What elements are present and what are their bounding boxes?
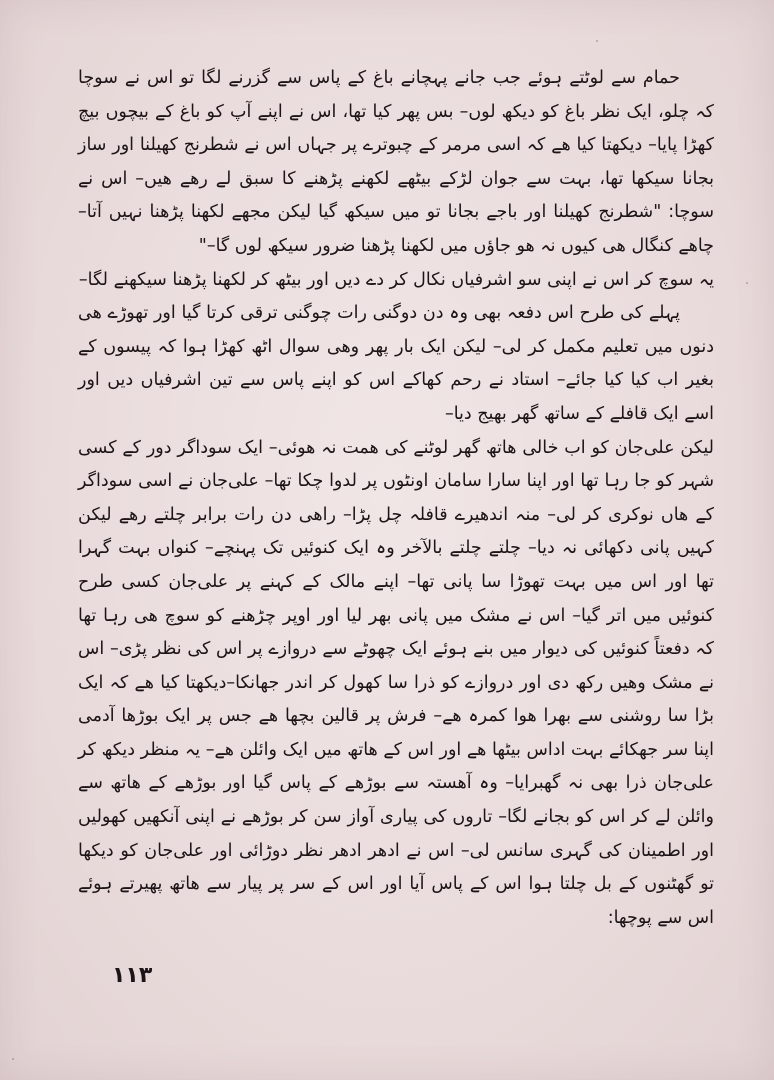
paragraph-3: پہلے کی طرح اس دفعہ بھی وہ دن دوگنی رات چوگنی ترقی کرتا گیا اور تھوڑے ھی دنوں میں تعلیم مکمل کر لی– لیکن ایک بار پھر وهی سوال اٹھ کھڑا ہوا کہ پیسوں کے بغیر اب کیا کیا جائے– استاد نے رحم کھاکے اس کو اپنے پاس سے تین اشرفیاں دیں اور اسے ایک قافلے کے ساتھ گھر بھیج دیا–: [78, 303, 714, 424]
paper-speck: [596, 40, 598, 42]
body-text: [78, 62, 714, 935]
page-number: ۱۱۳: [112, 963, 153, 988]
paragraph-1: حمام سے لوٹتے ہوئے جب جانے پہچانے باغ کے پاس سے گزرنے لگا تو اس نے سوچا کہ چلو، ایک نظر باغ کو دیکھ لوں– بس پھر کیا تھا، اس نے اپنے آپ کو باغ کے بیچوں بیچ کھڑا پایا– دیکھتا کیا ھے کہ اسی مرمر کے چبوترے پر جہاں اس نے شطرنج کھیلنا اور ساز بجانا سیکھا تھا، بہت سے جوان لڑکے بیٹھے لکھنے پڑھنے کا سبق لے رهے هیں– اس نے سوچا: "شطرنج کھیلنا اور باجے بجانا تو میں سیکھ گیا لیکن مجھے لکھنا پڑھنا نہیں آتا– چاھے کنگال ھی کیوں نہ ھو جاؤں میں لکھنا پڑھنا ضرور سیکھ لوں گا–": [78, 68, 714, 256]
paper-speck: [746, 282, 748, 284]
paper-speck: [12, 1058, 14, 1060]
paragraph-2: یہ سوچ کر اس نے اپنی سو اشرفیاں نکال کر دے دیں اور بیٹھ کر لکھنا پڑھنا سیکھنے لگا–: [78, 269, 714, 290]
paragraph-4: لیکن علی‌جان کو اب خالی ھاتھ گھر لوٹنے کی ھمت نہ ھوئی– ایک سوداگر دور کے کسی شہر کو جا رہا تھا اور اپنا سارا سامان اونٹوں پر لدوا چکا تھا– علی‌جان نے اسی سوداگر کے ھاں نوکری کر لی– منہ اندھیرے قافلہ چل پڑا– راهی دن رات برابر چلتے رهے لیکن کہیں پانی دکھائی نہ دیا– چلتے چلتے بالآخر وہ ایک کنوئیں تک پہنچے– کنواں بہت گہرا تھا اور اس میں بہت تھوڑا سا پانی تھا– اپنے مالک کے کہنے پر علی‌جان کسی طرح کنوئیں میں اتر گیا– اس نے مشک میں پانی بھر لیا اور اوپر چڑھنے کو سوچ ھی رہا تھا کہ دفعتاً کنوئیں کی دیوار میں بنے ہوئے ایک چھوٹے سے دروازے پر اس کی نظر پڑی– اس نے مشک وهیں رکھ دی اور دروازے کو ذرا سا کھول کر اندر جھانکا–دیکھتا کیا ھے کہ ایک بڑا سا روشنی سے بھرا ھوا کمرہ ھے– فرش پر قالین بچھا ھے جس پر ایک بوڑھا آدمی اپنا سر جھکائے بہت اداس بیٹھا ھے اور اس کے ھاتھ میں ایک وائلن ھے– یہ منظر دیکھ کر علی‌جان ذرا بھی نہ گھبرایا– وہ آھستہ سے بوڑھے کے پاس گیا اور بوڑھے کے ھاتھ سے وائلن لے کر اس کو بجانے لگا– تاروں کی پیاری آواز سن کر بوڑھے نے اپنی آنکھیں کھولیں اور اطمینان کی گہری سانس لی– اس نے ادھر ادھر نظر دوڑائی اور علی‌جان کو دیکھا تو گھٹنوں کے بل چلتا ہوا اس کے پاس آیا اور اس کے سر پر پیار سے ھاتھ پھیرتے ہوئے اس سے پوچھا:: [78, 437, 714, 928]
